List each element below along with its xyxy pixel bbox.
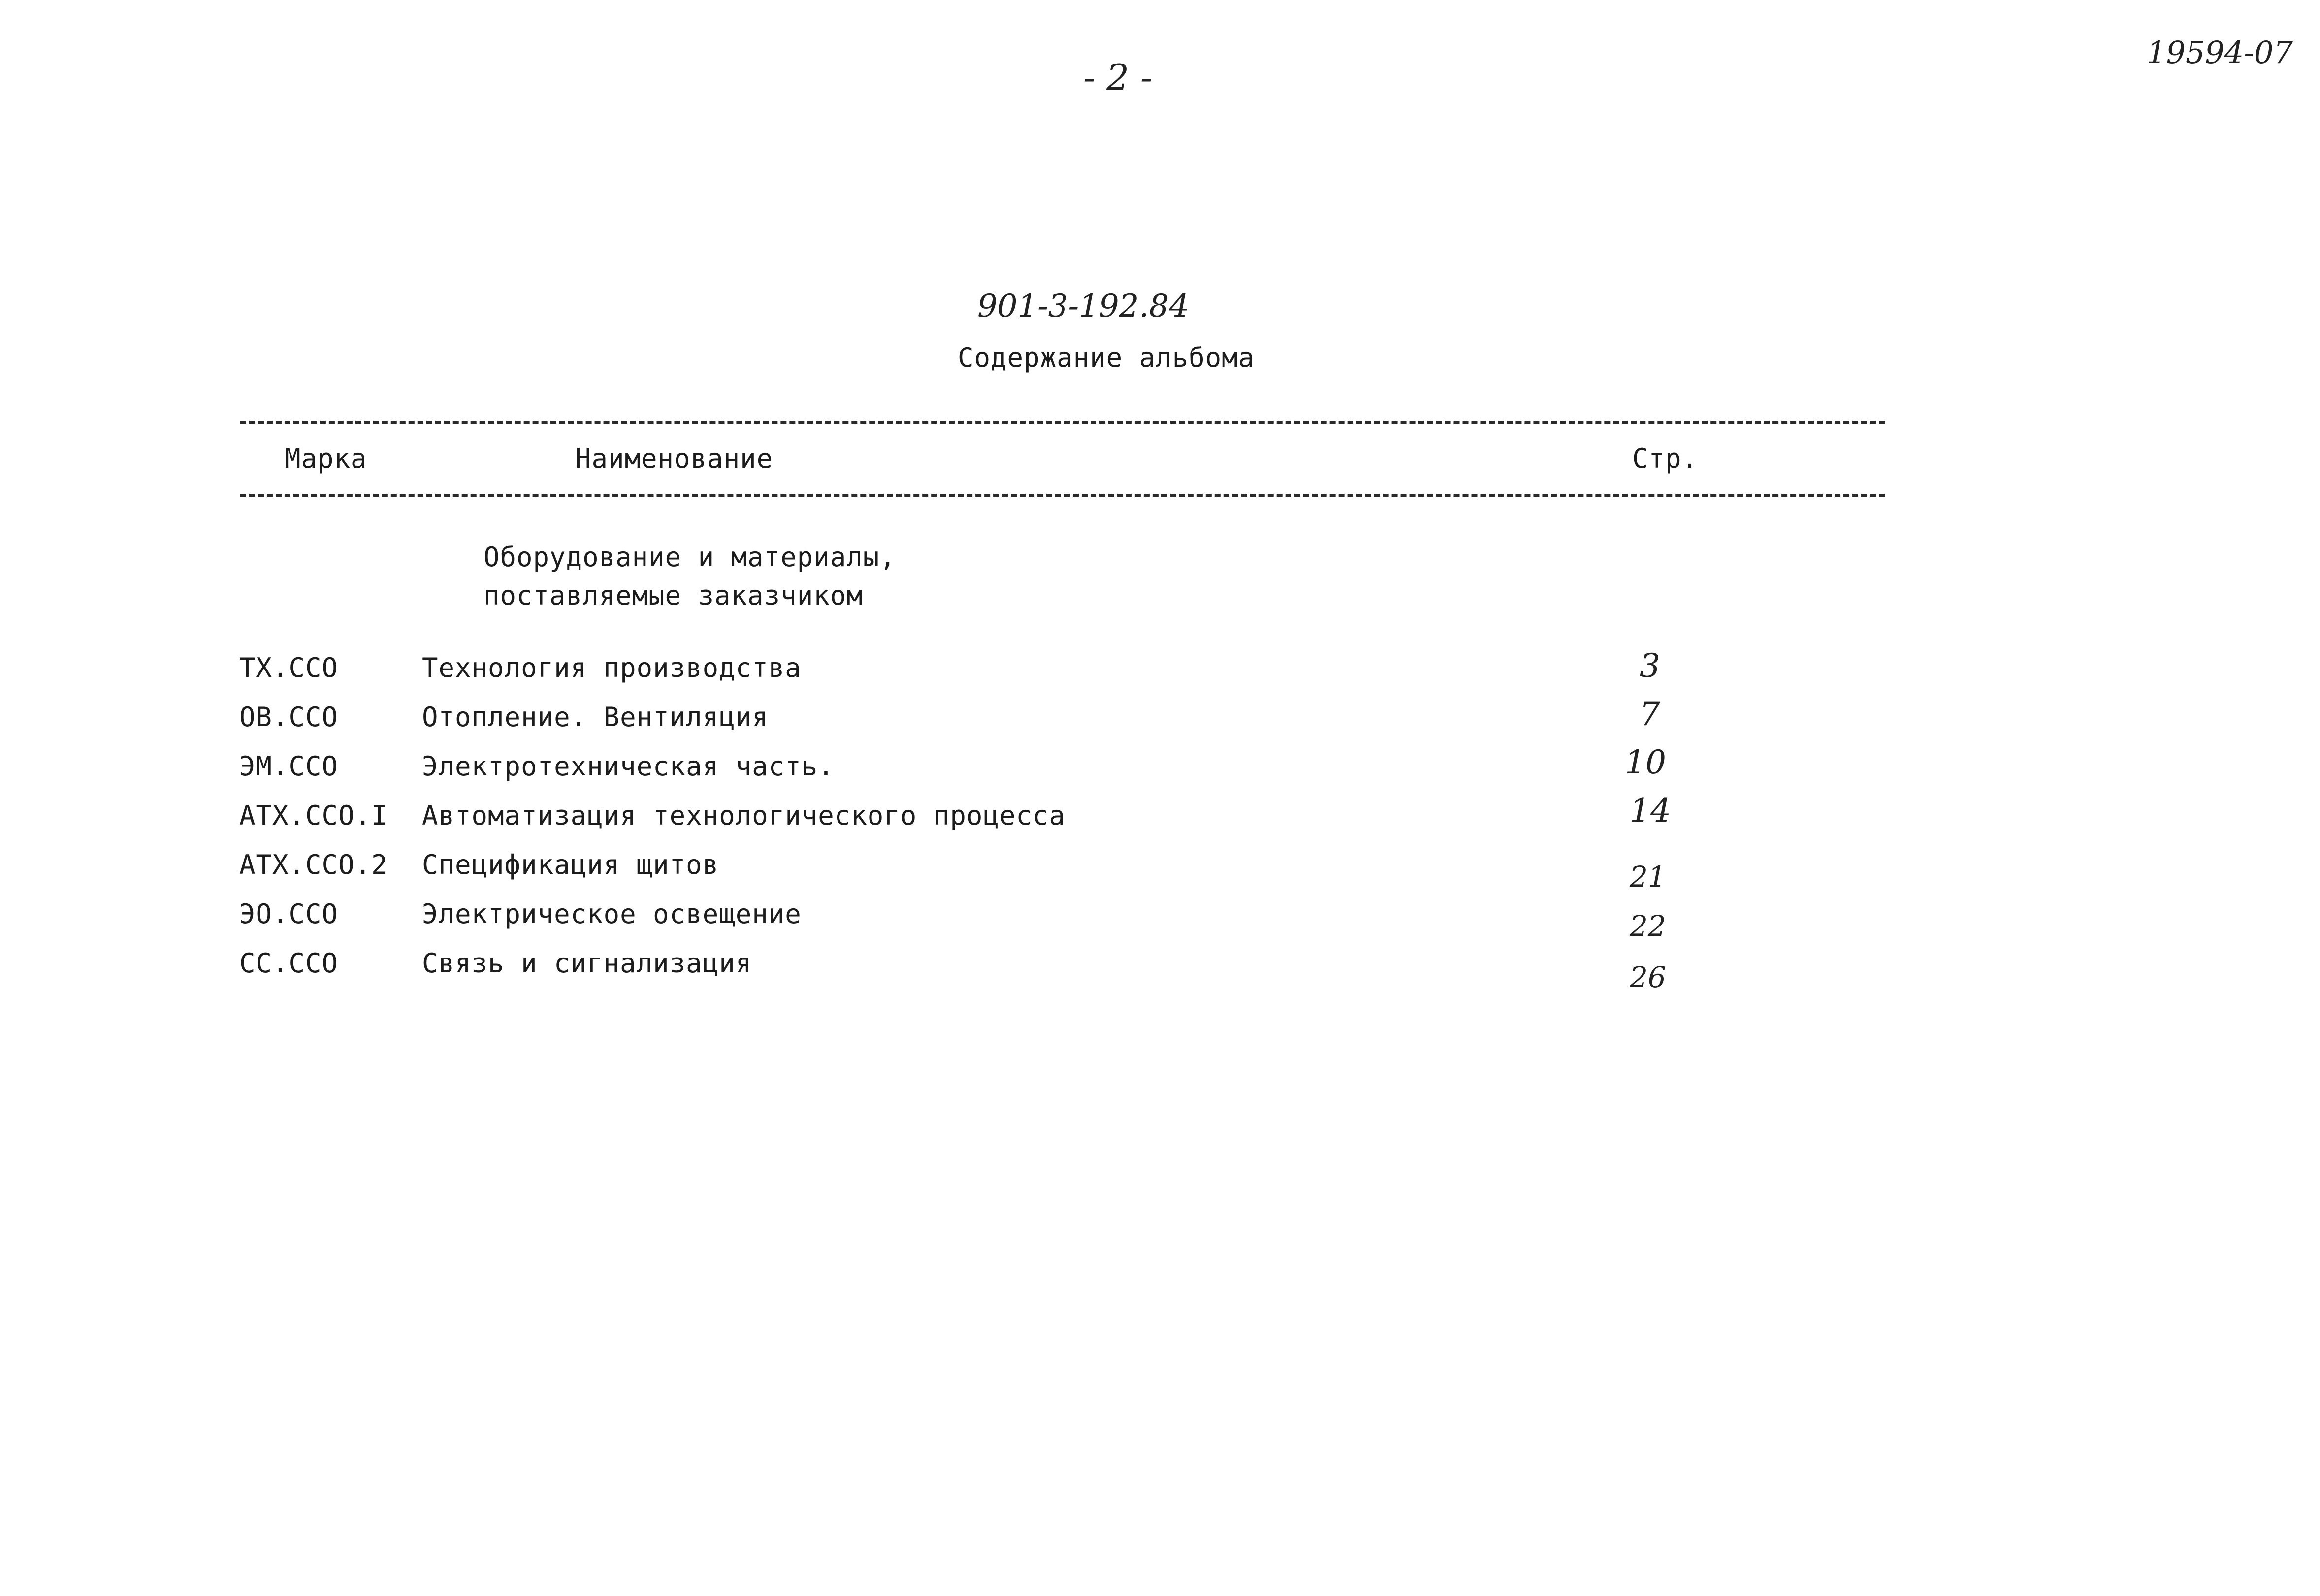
row-name: Спецификация щитов: [422, 849, 719, 880]
row-page: 26: [1630, 960, 1666, 994]
row-mark: ОВ.ССО: [239, 702, 339, 733]
row-mark: АТХ.ССО.2: [239, 849, 388, 880]
row-mark: ЭО.ССО: [239, 898, 339, 929]
table-row: [0, 948, 2320, 994]
page-number: - 2 -: [1083, 57, 1153, 98]
row-page: 21: [1630, 860, 1666, 894]
row-name: Электротехническая часть.: [422, 751, 835, 782]
row-name: Отопление. Вентиляция: [422, 702, 769, 733]
column-header-page: Стр.: [1632, 443, 1699, 474]
archive-number: 19594-07: [2147, 34, 2293, 70]
table-row: [0, 647, 2320, 694]
column-header-mark: Марка: [285, 443, 367, 474]
section-heading-line-2: поставляемые заказчиком: [483, 580, 863, 611]
row-name: Электрическое освещение: [422, 898, 802, 929]
table-row: [0, 849, 2320, 894]
row-mark: ЭМ.ССО: [239, 751, 339, 782]
table-row: [0, 898, 2320, 943]
document-title: Содержание альбома: [958, 342, 1255, 373]
table-row: [0, 792, 2320, 842]
row-page: 7: [1640, 695, 1660, 733]
table-header-bottom-rule: [240, 494, 1885, 497]
row-page: 10: [1625, 743, 1666, 781]
row-mark: АТХ.ССО.I: [239, 800, 388, 831]
row-name: Связь и сигнализация: [422, 948, 752, 979]
table-row: [0, 743, 2320, 793]
album-code: 901-3-192.84: [977, 288, 1190, 324]
table-row: [0, 695, 2320, 743]
row-name: Автоматизация технологического процесса: [422, 800, 1065, 831]
row-mark: СС.ССО: [239, 948, 339, 979]
row-page: 3: [1640, 647, 1660, 685]
row-page: 22: [1630, 909, 1666, 943]
row-mark: ТХ.ССО: [239, 652, 339, 683]
table-header-top-rule: [240, 421, 1885, 424]
section-heading-line-1: Оборудование и материалы,: [483, 542, 896, 573]
row-page: 14: [1630, 792, 1671, 830]
column-header-name: Наименование: [575, 443, 773, 474]
row-name: Технология производства: [422, 652, 802, 683]
